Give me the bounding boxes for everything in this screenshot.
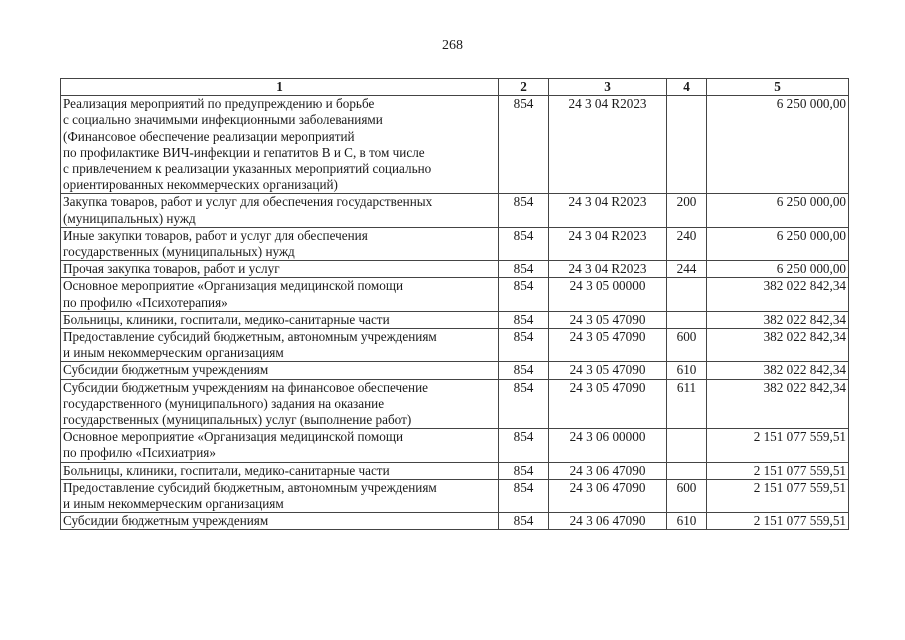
row-amount: 6 250 000,00 (707, 227, 849, 260)
row-expense-type: 610 (667, 362, 707, 379)
table-row (61, 513, 849, 530)
description-line: Субсидии бюджетным учреждениям на финансовое обеспечение (63, 379, 428, 395)
row-grbs-code: 854 (499, 278, 549, 311)
row-target-article: 24 3 04 R2023 (549, 194, 667, 227)
row-grbs-code: 854 (499, 194, 549, 227)
table-row (61, 96, 849, 194)
description-line: Прочая закупка товаров, работ и услуг (63, 261, 280, 277)
description-line: ориентированных некоммерческих организаций) (63, 177, 338, 193)
description-line: государственных (муниципальных) услуг (выполнение работ) (63, 412, 412, 428)
table-row (61, 311, 849, 328)
row-target-article: 24 3 06 47090 (549, 479, 667, 512)
row-expense-type (667, 429, 707, 462)
row-target-article: 24 3 05 47090 (549, 379, 667, 429)
description-line: по профилактике ВИЧ-инфекции и гепатитов В и С, в том числе (63, 144, 425, 160)
row-expense-type: 600 (667, 479, 707, 512)
row-amount: 2 151 077 559,51 (707, 429, 849, 462)
row-description (61, 261, 499, 278)
row-grbs-code: 854 (499, 227, 549, 260)
row-description (61, 311, 499, 328)
row-expense-type: 200 (667, 194, 707, 227)
table-row (61, 379, 849, 429)
description-line: с привлечением к реализации указанных мероприятий социально (63, 161, 432, 177)
row-expense-type: 240 (667, 227, 707, 260)
row-description (61, 329, 499, 362)
row-expense-type (667, 462, 707, 479)
row-expense-type: 600 (667, 329, 707, 362)
row-target-article: 24 3 05 47090 (549, 362, 667, 379)
description-line: Реализация мероприятий по предупреждению и борьбе (63, 96, 375, 112)
description-line: по профилю «Психотерапия» (63, 294, 228, 310)
description-line: Основное мероприятие «Организация медицинской помощи (63, 278, 404, 294)
description-line: по профилю «Психиатрия» (63, 445, 216, 461)
row-target-article: 24 3 04 R2023 (549, 227, 667, 260)
row-amount: 6 250 000,00 (707, 194, 849, 227)
table-row (61, 479, 849, 512)
row-grbs-code: 854 (499, 96, 549, 194)
description-line: Иные закупки товаров, работ и услуг для обеспечения (63, 227, 368, 243)
row-grbs-code: 854 (499, 261, 549, 278)
table-row (61, 362, 849, 379)
description-line: (муниципальных) нужд (63, 210, 196, 226)
row-amount: 6 250 000,00 (707, 261, 849, 278)
row-target-article: 24 3 06 47090 (549, 513, 667, 530)
row-description (61, 362, 499, 379)
header-col-3: 3 (549, 79, 667, 96)
description-line: с социально значимыми инфекционными заболеваниями (63, 112, 383, 128)
row-grbs-code: 854 (499, 362, 549, 379)
row-grbs-code: 854 (499, 329, 549, 362)
description-line: Закупка товаров, работ и услуг для обеспечения государственных (63, 194, 433, 210)
row-description (61, 194, 499, 227)
row-grbs-code: 854 (499, 462, 549, 479)
row-amount: 382 022 842,34 (707, 329, 849, 362)
description-line: государственного (муниципального) задания на оказание (63, 395, 385, 411)
row-amount: 2 151 077 559,51 (707, 479, 849, 512)
row-description (61, 429, 499, 462)
row-description (61, 96, 499, 194)
row-expense-type (667, 278, 707, 311)
table-row (61, 261, 849, 278)
row-amount: 382 022 842,34 (707, 278, 849, 311)
row-target-article: 24 3 06 47090 (549, 462, 667, 479)
description-line: и иным некоммерческим организациям (63, 345, 284, 361)
row-description (61, 462, 499, 479)
row-description (61, 227, 499, 260)
row-amount: 6 250 000,00 (707, 96, 849, 194)
row-description (61, 513, 499, 530)
row-expense-type: 611 (667, 379, 707, 429)
row-grbs-code: 854 (499, 513, 549, 530)
table-row (61, 429, 849, 462)
page-number: 268 (442, 38, 463, 53)
description-line: и иным некоммерческим организациям (63, 496, 284, 512)
row-amount: 382 022 842,34 (707, 379, 849, 429)
row-grbs-code: 854 (499, 429, 549, 462)
row-amount: 2 151 077 559,51 (707, 462, 849, 479)
description-line: Больницы, клиники, госпитали, медико-санитарные части (63, 311, 390, 327)
description-line: государственных (муниципальных) нужд (63, 244, 295, 260)
row-description (61, 379, 499, 429)
table-row (61, 194, 849, 227)
row-expense-type: 244 (667, 261, 707, 278)
row-expense-type: 610 (667, 513, 707, 530)
table-row (61, 278, 849, 311)
row-amount: 2 151 077 559,51 (707, 513, 849, 530)
header-row (61, 79, 849, 96)
table-row (61, 462, 849, 479)
row-description (61, 278, 499, 311)
row-target-article: 24 3 05 47090 (549, 311, 667, 328)
row-target-article: 24 3 05 47090 (549, 329, 667, 362)
header-col-2: 2 (499, 79, 549, 96)
row-grbs-code: 854 (499, 379, 549, 429)
description-line: Предоставление субсидий бюджетным, автономным учреждениям (63, 329, 437, 345)
budget-table (60, 78, 849, 530)
description-line: Основное мероприятие «Организация медицинской помощи (63, 429, 404, 445)
header-col-4: 4 (667, 79, 707, 96)
row-amount: 382 022 842,34 (707, 311, 849, 328)
row-expense-type (667, 311, 707, 328)
row-expense-type (667, 96, 707, 194)
row-target-article: 24 3 06 00000 (549, 429, 667, 462)
table-row (61, 329, 849, 362)
description-line: Больницы, клиники, госпитали, медико-санитарные части (63, 462, 390, 478)
description-line: Предоставление субсидий бюджетным, автономным учреждениям (63, 479, 437, 495)
header-col-1: 1 (61, 79, 499, 96)
row-grbs-code: 854 (499, 311, 549, 328)
description-line: (Финансовое обеспечение реализации мероприятий (63, 128, 355, 144)
row-grbs-code: 854 (499, 479, 549, 512)
table-row (61, 227, 849, 260)
table-body (61, 96, 849, 530)
row-amount: 382 022 842,34 (707, 362, 849, 379)
row-target-article: 24 3 05 00000 (549, 278, 667, 311)
header-col-5: 5 (707, 79, 849, 96)
description-line: Субсидии бюджетным учреждениям (63, 513, 269, 529)
description-line: Субсидии бюджетным учреждениям (63, 362, 269, 378)
row-target-article: 24 3 04 R2023 (549, 96, 667, 194)
row-description (61, 479, 499, 512)
row-target-article: 24 3 04 R2023 (549, 261, 667, 278)
